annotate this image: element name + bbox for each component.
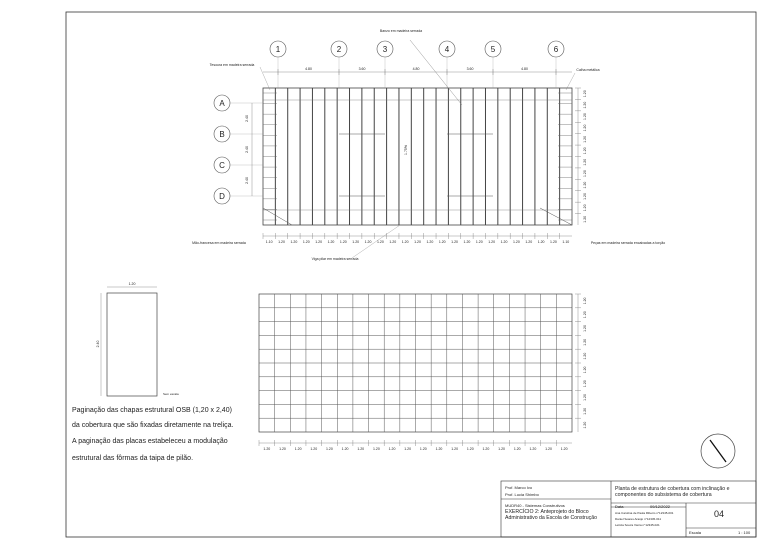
top-dimension-label: 4.80 bbox=[521, 67, 528, 71]
roof-structure-plan bbox=[192, 29, 665, 261]
right-dimension-label: 1.20 bbox=[583, 158, 587, 166]
column-axis-label: 3 bbox=[382, 45, 388, 54]
bottom-dimension-label: 1.20 bbox=[414, 240, 421, 244]
osb-bottom-dimension-label: 1.20 bbox=[513, 447, 521, 451]
row-axis-label: A bbox=[219, 99, 225, 108]
right-dimension-label: 1.20 bbox=[583, 204, 587, 212]
bottom-dimension-label: 1.20 bbox=[463, 240, 471, 244]
left-dimension-label: 2.40 bbox=[245, 177, 249, 184]
osb-bottom-dimension-label: 1.20 bbox=[482, 447, 490, 451]
bottom-dimension-label: 1.10 bbox=[265, 240, 273, 244]
bottom-dimension-label: 1.20 bbox=[364, 240, 372, 244]
osb-bottom-dimension-label: 1.20 bbox=[279, 447, 286, 451]
column-axis-label: 5 bbox=[490, 45, 496, 54]
osb-bottom-dimension-label: 1.20 bbox=[560, 447, 568, 451]
date-value: 09/12/2022 bbox=[650, 504, 671, 509]
osb-bottom-dimension-label: 1.20 bbox=[341, 447, 349, 451]
osb-right-dimension-label: 1.20 bbox=[583, 325, 587, 332]
osb-bottom-dimension-label: 1.20 bbox=[388, 447, 396, 451]
osb-bottom-dimension-label: 1.20 bbox=[498, 447, 505, 451]
column-axis-label: 1 bbox=[275, 45, 281, 54]
osb-right-dimension-label: 1.20 bbox=[583, 297, 587, 305]
bottom-dimension-label: 1.20 bbox=[389, 240, 397, 244]
osb-bottom-dimension-label: 1.20 bbox=[263, 447, 271, 451]
slope-label: 1.75% bbox=[404, 145, 408, 155]
sheet-title: Planta de estrutura de cobertura com inclinação e componentes do subsistema de cobertura bbox=[615, 486, 730, 498]
bottom-dimension-label: 1.20 bbox=[500, 240, 508, 244]
note-line-1: Paginação das chapas estrutural OSB (1,20 x 2,40) bbox=[72, 407, 232, 414]
panel-detail bbox=[96, 282, 179, 396]
bottom-dimension-label: 1.20 bbox=[512, 240, 520, 244]
sheet-number: 04 bbox=[714, 509, 725, 519]
bottom-dimension-label: 1.20 bbox=[278, 240, 285, 244]
pecas-apoio-label: Peças em madeira serrada encaixadas a torção bbox=[590, 241, 666, 245]
osb-bottom-dimension-label: 1.20 bbox=[372, 447, 380, 451]
roof-outline bbox=[263, 88, 572, 225]
professor-2: Prof. Lucia Shimbo bbox=[505, 492, 539, 497]
panel-width-label: 1.20 bbox=[128, 282, 136, 286]
right-dimension-label: 1.20 bbox=[583, 90, 587, 98]
bottom-dimension-label: 1.20 bbox=[426, 240, 434, 244]
osb-right-dimension-label: 1.20 bbox=[583, 311, 587, 319]
right-dimension-label: 1.20 bbox=[583, 181, 587, 189]
leader-line bbox=[260, 67, 270, 90]
bottom-dimension-label: 1.20 bbox=[525, 240, 533, 244]
top-dimension-label: 4.80 bbox=[305, 67, 312, 71]
bottom-dimension-label: 1.20 bbox=[438, 240, 446, 244]
top-dimension-label: 4.80 bbox=[412, 67, 420, 71]
row-axis-label: B bbox=[219, 130, 225, 139]
column-axis-label: 2 bbox=[336, 45, 342, 54]
right-dimension-label: 1.20 bbox=[583, 147, 587, 155]
bottom-dimension-label: 1.20 bbox=[451, 240, 458, 244]
panel-height-label: 2.40 bbox=[96, 340, 100, 348]
right-dimension-label: 1.20 bbox=[583, 124, 587, 132]
osb-panel-layout-plan bbox=[259, 294, 587, 451]
osb-bottom-dimension-label: 1.20 bbox=[419, 447, 427, 451]
bottom-dimension-label: 1.20 bbox=[537, 240, 545, 244]
right-dimension-label: 1.20 bbox=[583, 170, 587, 178]
left-dimension-label: 2.40 bbox=[245, 115, 249, 122]
student-1: Ana Carolina de Paula Ribeiro n°12345-001 bbox=[615, 511, 674, 515]
note-line-2: da cobertura que são fixadas diretamente na treliça. bbox=[72, 422, 234, 429]
bottom-dimension-label: 1.20 bbox=[339, 240, 347, 244]
osb-right-dimension-label: 1.20 bbox=[583, 338, 587, 346]
osb-bottom-dimension-label: 1.20 bbox=[451, 447, 459, 451]
panel-scale-label: Sem escala bbox=[163, 392, 179, 396]
bottom-dimension-label: 1.20 bbox=[377, 240, 384, 244]
osb-right-dimension-label: 1.20 bbox=[583, 352, 587, 360]
bottom-dimension-label: 1.20 bbox=[327, 240, 335, 244]
top-dimension-label: 3.60 bbox=[466, 67, 474, 71]
bottom-dimension-label: 1.20 bbox=[290, 240, 298, 244]
column-axis-label: 4 bbox=[444, 45, 450, 54]
bottom-dimension-label: 1.20 bbox=[315, 240, 323, 244]
scale-label: Escala bbox=[689, 530, 702, 535]
student-2: Daniel Soares Araújo n°12345-011 bbox=[615, 517, 662, 521]
bottom-dimension-label: 1.10 bbox=[562, 240, 570, 244]
osb-bottom-dimension-label: 1.20 bbox=[545, 447, 552, 451]
calha-label: Calha metálica bbox=[576, 68, 600, 72]
note-line-4: estrutural das fôrmas da taipa de pilão. bbox=[72, 455, 194, 462]
date-label: Data bbox=[615, 504, 624, 509]
osb-right-dimension-label: 1.20 bbox=[583, 366, 587, 374]
osb-bottom-dimension-label: 1.20 bbox=[529, 447, 537, 451]
right-dimension-label: 1.20 bbox=[583, 193, 587, 200]
bottom-dimension-label: 1.20 bbox=[475, 240, 483, 244]
osb-bottom-dimension-label: 1.20 bbox=[294, 447, 302, 451]
bottom-dimension-label: 1.20 bbox=[550, 240, 557, 244]
viga-pilar-label: Viga pilar em madeira serrada bbox=[311, 257, 359, 261]
bottom-dimension-label: 1.20 bbox=[302, 240, 310, 244]
scale-value: 1 : 100 bbox=[738, 530, 751, 535]
leader-line bbox=[566, 73, 575, 90]
osb-bottom-dimension-label: 1.20 bbox=[435, 447, 443, 451]
right-dimension-label: 1.20 bbox=[583, 215, 587, 223]
mao-francesa-label: Mão-francesa em madeira serrada bbox=[192, 241, 246, 245]
column-axis-label: 6 bbox=[553, 45, 559, 54]
osb-bottom-dimension-label: 1.20 bbox=[357, 447, 365, 451]
brace-diagonal bbox=[540, 208, 572, 225]
exercise-title: EXERCÍCIO 2: Anteprojeto do Bloco Administrativo da Escola de Construção bbox=[505, 509, 597, 521]
row-axis-label: D bbox=[219, 192, 225, 201]
osb-bottom-dimension-label: 1.20 bbox=[404, 447, 412, 451]
course-name: MUDR40 - Sistemas Construtivos bbox=[505, 503, 565, 508]
top-dimension-label: 3.60 bbox=[358, 67, 366, 71]
north-arrow-icon bbox=[701, 434, 735, 468]
osb-right-dimension-label: 1.20 bbox=[583, 380, 587, 388]
bottom-dimension-label: 1.20 bbox=[352, 240, 360, 244]
tesoura-label: Tesoura em madeira serrada bbox=[209, 63, 255, 67]
left-dimension-label: 2.40 bbox=[245, 146, 249, 153]
osb-right-dimension-label: 1.20 bbox=[583, 407, 587, 415]
bottom-dimension-label: 1.20 bbox=[488, 240, 496, 244]
right-dimension-label: 1.20 bbox=[583, 101, 587, 109]
right-dimension-label: 1.20 bbox=[583, 113, 587, 120]
osb-right-dimension-label: 1.20 bbox=[583, 421, 587, 429]
bottom-dimension-label: 1.20 bbox=[401, 240, 409, 244]
banzo-label: Banzo em madeira serrada bbox=[379, 29, 423, 33]
osb-bottom-dimension-label: 1.20 bbox=[466, 447, 474, 451]
student-3: Letícia Souza Vieira n°12345-021 bbox=[615, 523, 660, 527]
professor-1: Prof. Marco Ivo bbox=[505, 485, 533, 490]
osb-bottom-dimension-label: 1.20 bbox=[310, 447, 318, 451]
note-line-3: A paginação das placas estabeleceu a modulação bbox=[72, 438, 228, 445]
right-dimension-label: 1.20 bbox=[583, 135, 587, 143]
osb-right-dimension-label: 1.20 bbox=[583, 394, 587, 401]
row-axis-label: C bbox=[219, 161, 225, 170]
osb-bottom-dimension-label: 1.20 bbox=[326, 447, 333, 451]
